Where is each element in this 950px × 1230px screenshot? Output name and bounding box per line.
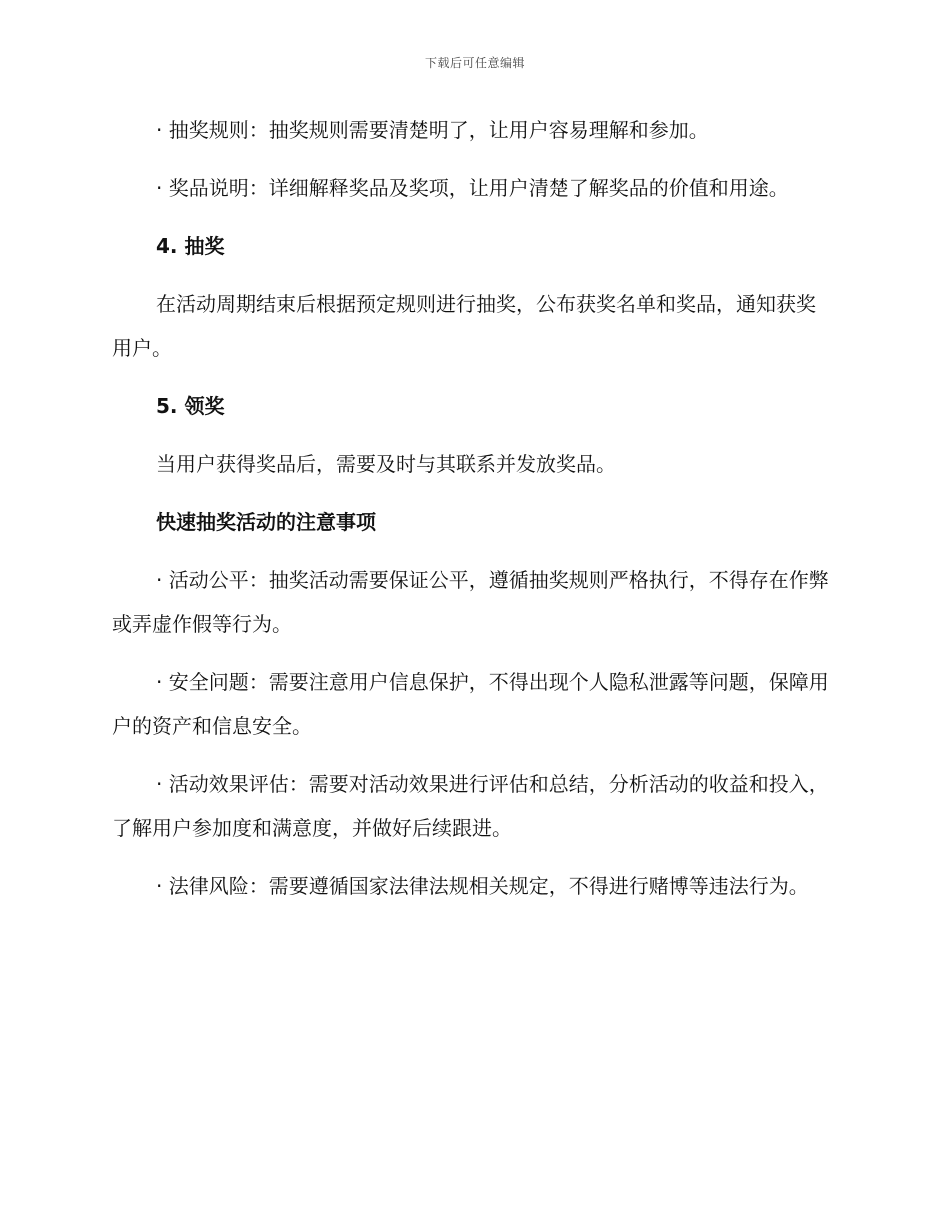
paragraph-lottery-rules: · 抽奖规则：抽奖规则需要清楚明了，让用户容易理解和参加。 (156, 118, 709, 142)
paragraph-prize-description: · 奖品说明：详细解释奖品及奖项，让用户清楚了解奖品的价值和用途。 (156, 176, 789, 200)
paragraph-fairness: · 活动公平：抽奖活动需要保证公平，遵循抽奖规则严格执行，不得存在作弊或弄虚作假等行为。 (112, 568, 829, 636)
paragraph-legal-risk: · 法律风险：需要遵循国家法律法规相关规定，不得进行赌博等违法行为。 (156, 874, 809, 898)
paragraph-claim: 当用户获得奖品后，需要及时与其联系并发放奖品。 (156, 452, 616, 476)
paragraph-evaluation: · 活动效果评估：需要对活动效果进行评估和总结，分析活动的收益和投入，了解用户参加度和满意度，并做好后续跟进。 (112, 772, 829, 840)
paragraph-draw: 在活动周期结束后根据预定规则进行抽奖，公布获奖名单和奖品，通知获奖用户。 (112, 292, 816, 360)
paragraph-security: · 安全问题：需要注意用户信息保护，不得出现个人隐私泄露等问题，保障用户的资产和信息安全。 (112, 670, 829, 738)
section-heading-claim: 5. 领奖 (156, 394, 225, 418)
section-heading-notes: 快速抽奖活动的注意事项 (156, 510, 376, 534)
header-note: 下载后可任意编辑 (424, 56, 525, 70)
document-body (112, 108, 834, 908)
section-heading-draw: 4. 抽奖 (156, 234, 225, 258)
